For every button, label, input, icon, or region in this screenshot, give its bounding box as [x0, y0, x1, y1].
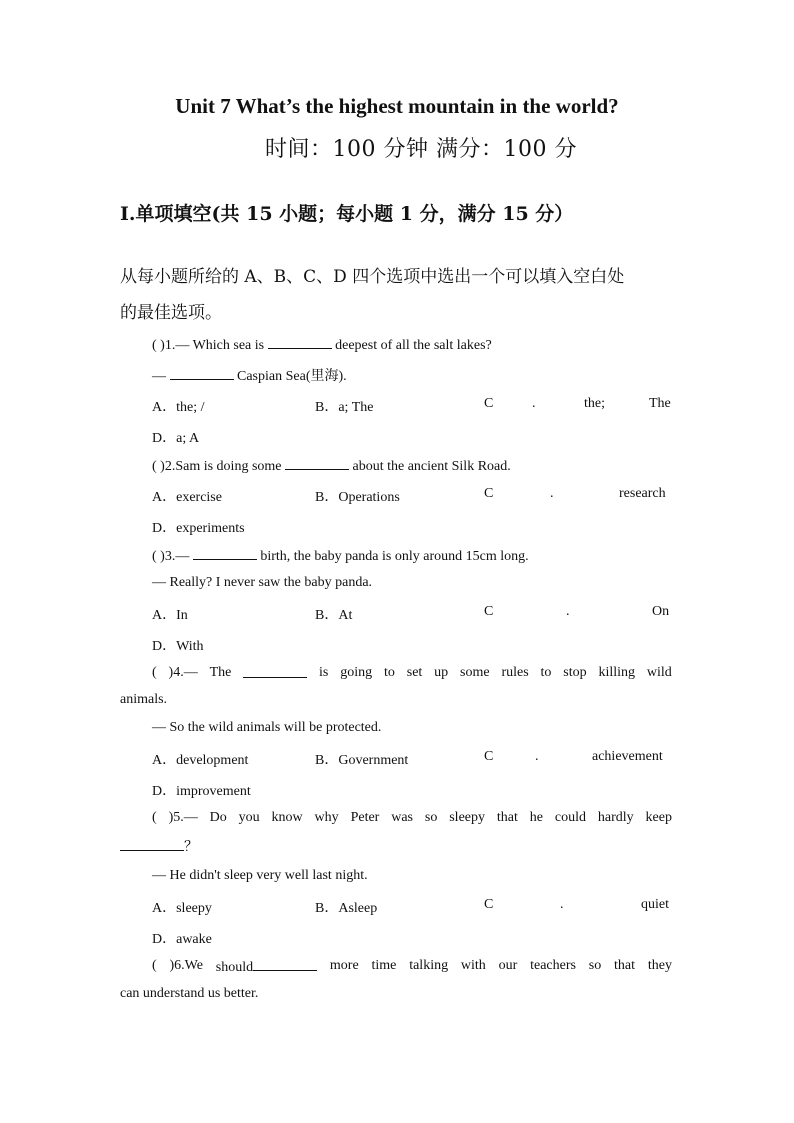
question-4-stem-cont: animals. — [120, 692, 168, 707]
exam-info: 时间：100 分钟 满分：100 分 — [265, 137, 577, 162]
question-5-stem-cont: ？ — [120, 836, 198, 856]
option-c-letter: C — [484, 486, 494, 501]
answer-blank — [170, 367, 234, 380]
option-c-letter: C — [484, 897, 494, 912]
option-c-letter: C — [484, 749, 494, 764]
option-c-text-2: The — [649, 396, 671, 411]
option-c-dot: . — [532, 396, 536, 411]
question-1-stem: ( )1.— Which sea is deepest of all the salt lakes? — [152, 338, 492, 353]
option-c-letter: C — [484, 604, 494, 619]
question-1-options — [152, 396, 672, 414]
option-d: D．a; A — [152, 431, 200, 446]
question-6-stem: ( )6.We should more time talking with our teachers so that they — [152, 958, 672, 975]
answer-blank — [285, 457, 349, 470]
question-4-options — [152, 749, 672, 767]
question-1-reply: — Caspian Sea(里海). — [152, 369, 347, 384]
question-5-options — [152, 897, 672, 915]
question-6-stem-cont: can understand us better. — [120, 986, 259, 1001]
option-d: D．improvement — [152, 784, 251, 799]
option-c-text: the; — [584, 396, 605, 411]
question-3-stem: ( )3.— birth, the baby panda is only around 15cm long. — [152, 549, 529, 564]
option-a: A．sleepy — [152, 901, 212, 916]
question-5-stem: ( )5.— Do you know why Peter was so sleepy that he could hardly keep — [152, 810, 672, 825]
option-b: B．Government — [315, 753, 409, 768]
option-b: B．At — [315, 608, 353, 623]
section-heading: Ⅰ.单项填空(共 15 小题；每小题 1 分，满分 15 分） — [120, 203, 574, 225]
option-a: A．exercise — [152, 490, 222, 505]
question-2-options — [152, 486, 672, 504]
question-3-reply: — Really? I never saw the baby panda. — [152, 575, 373, 590]
page-title: Unit 7 What’s the highest mountain in the world? — [175, 94, 619, 118]
option-c-letter: C — [484, 396, 494, 411]
option-d: D．awake — [152, 932, 212, 947]
option-c-text: research — [619, 486, 666, 501]
instruction-line-1: 从每小题所给的 A、B、C、D 四个选项中选出一个可以填入空白处 — [120, 267, 625, 287]
option-b: B．Asleep — [315, 901, 378, 916]
option-b: B．Operations — [315, 490, 400, 505]
option-c-text: quiet — [641, 897, 669, 912]
option-d: D．With — [152, 639, 204, 654]
option-c-dot: . — [566, 604, 570, 619]
instruction-line-2: 的最佳选项。 — [120, 303, 222, 323]
answer-blank — [120, 838, 184, 851]
option-c-dot: . — [550, 486, 554, 501]
answer-blank — [253, 958, 317, 971]
option-b: B．a; The — [315, 400, 374, 415]
question-5-reply: — He didn't sleep very well last night. — [152, 868, 368, 883]
option-c-text: On — [652, 604, 670, 619]
answer-blank — [243, 665, 307, 678]
question-3-options — [152, 604, 672, 622]
answer-blank — [193, 547, 257, 560]
option-c-dot: . — [535, 749, 539, 764]
question-4-stem: ( )4.— The is going to set up some rules to stop killing wild — [152, 665, 672, 680]
question-2-stem: ( )2.Sam is doing some about the ancient Silk Road. — [152, 459, 511, 474]
option-a: A．In — [152, 608, 188, 623]
option-a: A．the; / — [152, 400, 205, 415]
question-4-reply: — So the wild animals will be protected. — [152, 720, 382, 735]
option-d: D．experiments — [152, 521, 245, 536]
option-a: A．development — [152, 753, 249, 768]
option-c-dot: . — [560, 897, 564, 912]
option-c-text: achievement — [592, 749, 663, 764]
answer-blank — [268, 336, 332, 349]
